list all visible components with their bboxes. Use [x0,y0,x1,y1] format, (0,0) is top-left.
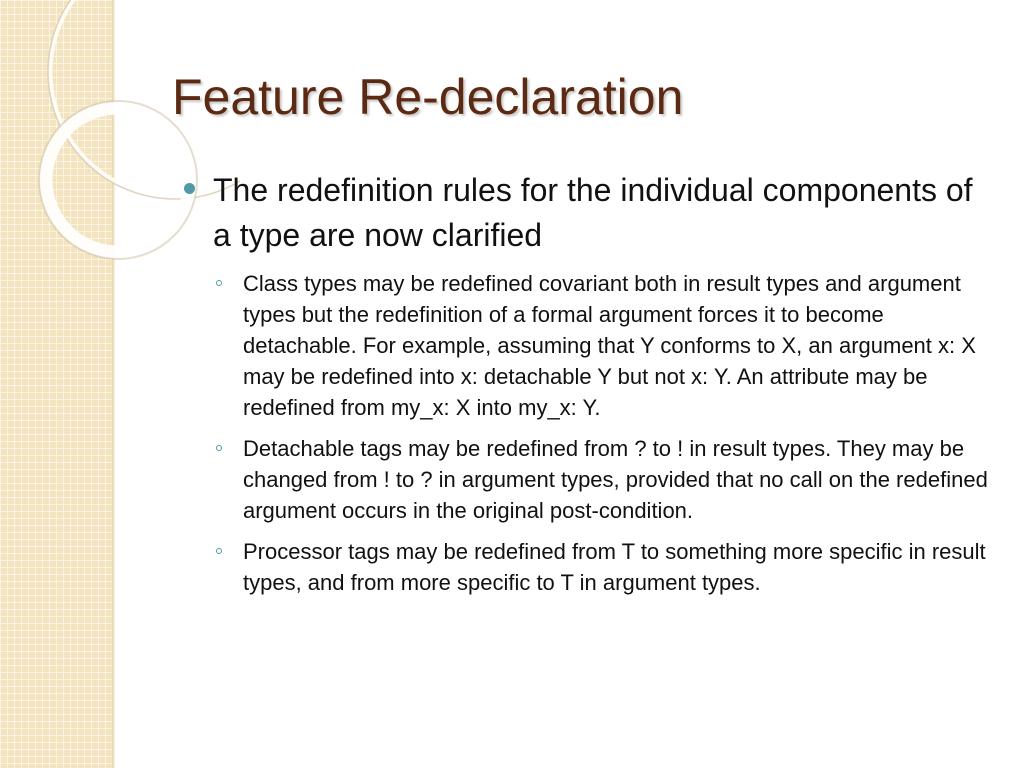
sub-bullet-text: Detachable tags may be redefined from ? to ! in result types. They may be changed from ! to ? in argument types, provided that no call on the redefined argument occurs in the original post-condition. [243,436,988,523]
sub-bullet-text: Processor tags may be redefined from T to something more specific in result types, and from more specific to T in argument types. [243,539,986,595]
hollow-bullet-icon [216,280,222,286]
slide-body [180,168,995,608]
sub-bullet [180,433,995,526]
main-bullet [180,168,995,258]
bullet-dot-icon [184,183,195,194]
sub-bullet [180,268,995,423]
main-bullet-text: The redefinition rules for the individual components of a type are now clarified [213,172,973,253]
sub-bullet [180,536,995,598]
hollow-bullet-icon [216,548,222,554]
sub-bullet-text: Class types may be redefined covariant both in result types and argument types but the redefinition of a formal argument forces it to become detachable. For example, assuming that Y conforms to X, an argument x: X may be redefined into x: detachable Y but not x: Y. An attribute may be redefined from my_x: X into my_x: Y. [243,271,976,420]
slide-title: Feature Re-declaration [172,69,684,125]
hollow-bullet-icon [216,445,222,451]
